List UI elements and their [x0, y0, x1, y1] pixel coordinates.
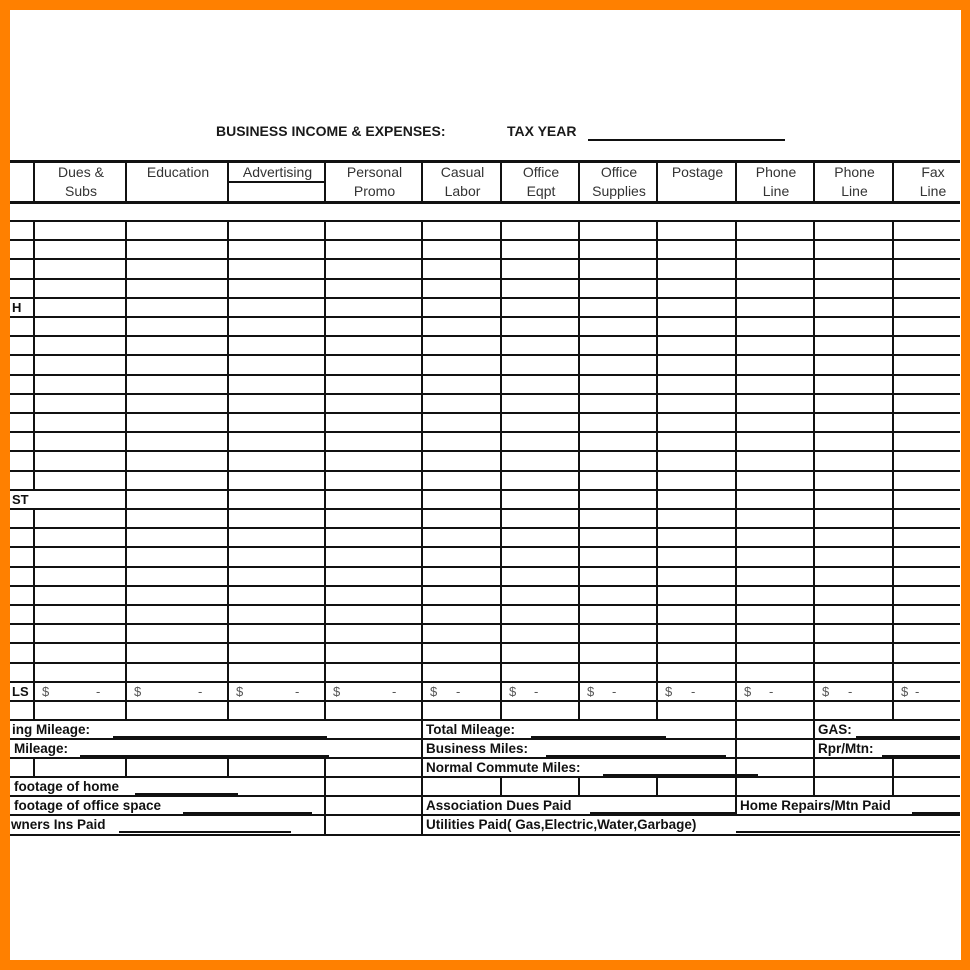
column-header-postage: Postage: [671, 164, 724, 180]
grid-line: [227, 221, 229, 720]
utilities-paid-label: Utilities Paid( Gas,Electric,Water,Garbage): [426, 817, 697, 832]
column-header-phone-line-1: Phone Line: [755, 164, 797, 199]
currency-symbol: $: [42, 684, 50, 699]
sq-footage-office-field[interactable]: [183, 812, 312, 814]
row-label-st: ST: [12, 492, 29, 507]
total-mileage-label: Total Mileage:: [426, 722, 516, 737]
grid-line: [578, 777, 580, 796]
grid-line: [10, 316, 960, 318]
currency-symbol: $: [236, 684, 244, 699]
grid-line: [324, 221, 326, 720]
grid-line: [10, 585, 960, 587]
grid-line: [10, 354, 960, 356]
grid-line: [10, 470, 960, 472]
grid-line: [813, 777, 815, 796]
business-miles-field[interactable]: [546, 755, 726, 757]
home-repairs-paid-label: Home Repairs/Mtn Paid: [740, 798, 891, 813]
starting-mileage-label: ing Mileage:: [12, 722, 91, 737]
grid-line: [10, 489, 960, 491]
grid-line: [892, 758, 894, 777]
grid-line: [10, 508, 960, 510]
grid-line: [10, 662, 960, 664]
ending-mileage-label: Mileage:: [14, 741, 69, 756]
column-header-personal-promo: Personal Promo: [346, 164, 403, 199]
grid-line: [33, 758, 35, 777]
grid-line: [10, 546, 960, 548]
total-value[interactable]: -: [96, 684, 101, 699]
total-mileage-field[interactable]: [531, 736, 666, 738]
utilities-paid-field[interactable]: [736, 831, 960, 833]
grid-line: [10, 335, 960, 337]
column-header-office-eqpt: Office Eqpt: [522, 164, 560, 199]
grid-line: [10, 201, 960, 204]
total-value[interactable]: -: [456, 684, 461, 699]
currency-symbol: $: [587, 684, 595, 699]
grid-line: [10, 604, 960, 606]
grid-line: [735, 720, 737, 777]
currency-symbol: $: [134, 684, 142, 699]
grid-line: [735, 777, 737, 796]
column-header-office-supplies: Office Supplies: [592, 164, 646, 199]
grid-line: [10, 258, 960, 260]
grid-line: [10, 642, 960, 644]
grid-line: [10, 412, 960, 414]
total-value[interactable]: -: [198, 684, 203, 699]
total-value[interactable]: -: [769, 684, 774, 699]
total-value[interactable]: -: [534, 684, 539, 699]
grid-line: [735, 796, 737, 815]
column-header-education: Education: [146, 164, 210, 180]
grid-line: [10, 700, 960, 702]
grid-line: [10, 681, 960, 683]
tax-year-field[interactable]: [588, 139, 785, 141]
repair-maintenance-field[interactable]: [882, 755, 960, 757]
total-value[interactable]: -: [612, 684, 617, 699]
currency-symbol: $: [665, 684, 673, 699]
tax-year-label: TAX YEAR: [507, 123, 577, 139]
grid-line: [892, 777, 894, 796]
normal-commute-miles-field[interactable]: [603, 774, 758, 776]
grid-line: [324, 777, 326, 835]
document-title: BUSINESS INCOME & EXPENSES:: [216, 123, 446, 139]
grid-line: [10, 393, 960, 395]
grid-line: [421, 221, 423, 720]
grid-line: [892, 221, 894, 720]
association-dues-paid-field[interactable]: [590, 812, 735, 814]
grid-line: [10, 278, 960, 280]
grid-line: [33, 221, 35, 490]
column-header-fax-line: Fax Line: [919, 164, 947, 199]
grid-line: [10, 834, 960, 836]
column-header-phone-line-2: Phone Line: [834, 164, 875, 199]
total-value[interactable]: -: [848, 684, 853, 699]
grid-line: [10, 450, 960, 452]
grid-line: [500, 221, 502, 720]
currency-symbol: $: [430, 684, 438, 699]
grid-line: [33, 161, 35, 202]
grid-line: [10, 239, 960, 241]
sq-footage-home-field[interactable]: [135, 793, 238, 795]
total-value[interactable]: -: [392, 684, 397, 699]
grid-line: [813, 221, 815, 720]
repair-maintenance-label: Rpr/Mtn:: [818, 741, 874, 756]
grid-line: [10, 527, 960, 529]
currency-symbol: $: [901, 684, 909, 699]
owners-ins-paid-label: wners Ins Paid: [11, 817, 106, 832]
currency-symbol: $: [509, 684, 517, 699]
grid-line: [500, 777, 502, 796]
currency-symbol: $: [333, 684, 341, 699]
row-label-totals: LS: [12, 684, 29, 699]
normal-commute-miles-label: Normal Commute Miles:: [426, 760, 581, 775]
currency-symbol: $: [744, 684, 752, 699]
grid-line: [10, 623, 960, 625]
total-value[interactable]: -: [915, 684, 920, 699]
total-value[interactable]: -: [691, 684, 696, 699]
gas-field[interactable]: [856, 736, 960, 738]
grid-line: [227, 758, 229, 777]
business-miles-label: Business Miles:: [426, 741, 529, 756]
starting-mileage-field[interactable]: [113, 736, 327, 738]
column-header-dues-subs: Dues & Subs: [58, 164, 104, 199]
association-dues-paid-label: Association Dues Paid: [426, 798, 572, 813]
grid-line: [421, 720, 423, 835]
grid-line: [125, 221, 127, 720]
row-label-h: H: [12, 300, 22, 315]
grid-line: [656, 777, 658, 796]
grid-line: [813, 720, 815, 777]
grid-line: [10, 431, 960, 433]
owners-ins-paid-field[interactable]: [119, 831, 291, 833]
ending-mileage-field[interactable]: [80, 755, 329, 757]
grid-line: [33, 509, 35, 720]
grid-line: [578, 221, 580, 720]
column-header-advertising: Advertising: [242, 164, 313, 180]
sq-footage-office-label: footage of office space: [14, 798, 162, 813]
grid-line: [656, 221, 658, 720]
total-value[interactable]: -: [295, 684, 300, 699]
sq-footage-home-label: footage of home: [14, 779, 119, 794]
grid-line: [125, 758, 127, 777]
grid-line: [10, 566, 960, 568]
currency-symbol: $: [822, 684, 830, 699]
grid-line: [10, 220, 960, 222]
grid-line: [10, 374, 960, 376]
gas-label: GAS:: [818, 722, 852, 737]
grid-line: [10, 297, 960, 299]
grid-line: [735, 221, 737, 720]
column-header-casual-labor: Casual Labor: [440, 164, 485, 199]
home-repairs-paid-field[interactable]: [912, 812, 960, 814]
